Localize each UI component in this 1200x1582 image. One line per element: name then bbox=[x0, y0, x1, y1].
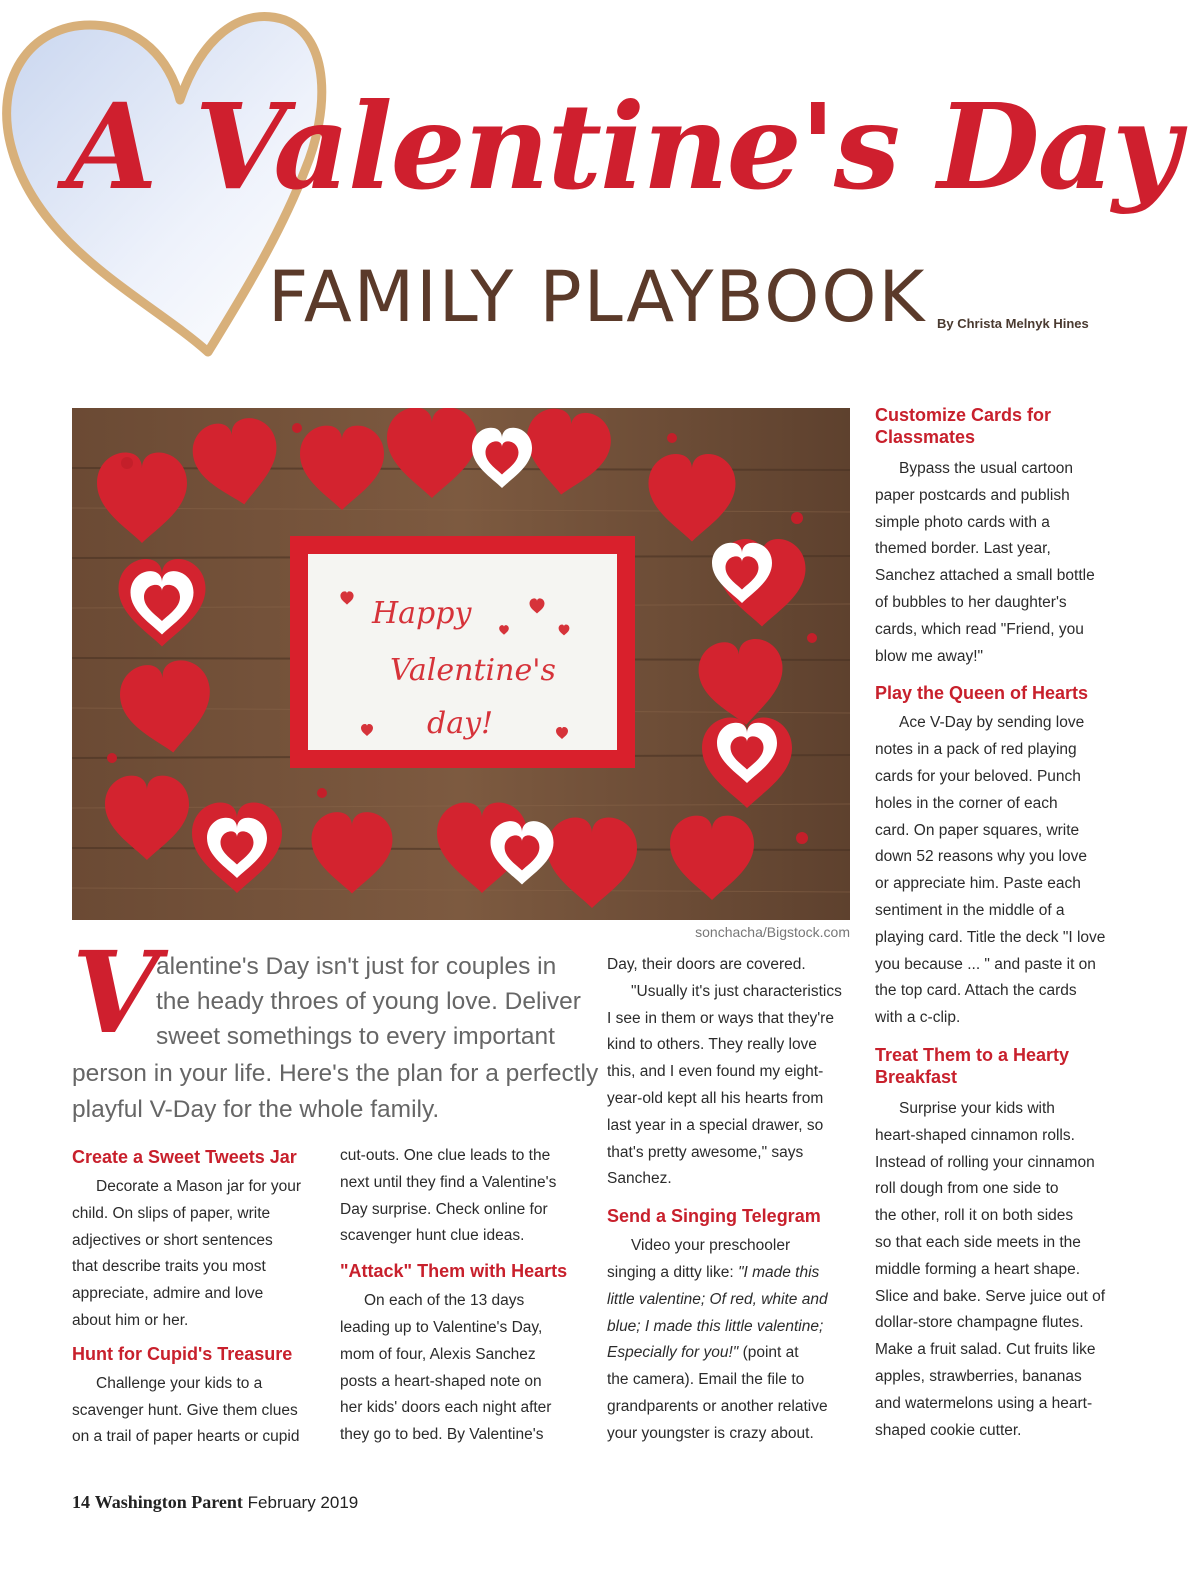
body-line: Surprise your kids with bbox=[899, 1099, 1055, 1117]
drop-cap: V bbox=[72, 928, 159, 1059]
card-text-happy: Happy bbox=[372, 596, 472, 631]
body-line: that describe traits you most bbox=[72, 1258, 266, 1276]
body-line: appreciate, admire and love bbox=[72, 1285, 264, 1303]
article-subtitle: FAMILY PLAYBOOK bbox=[268, 256, 927, 338]
body-line: sentiment in the middle of a bbox=[875, 901, 1065, 919]
body-line: heart-shaped cinnamon rolls. bbox=[875, 1126, 1075, 1144]
heading-queen-of-hearts: Play the Queen of Hearts bbox=[875, 683, 1089, 704]
card-text-valentines: Valentine's bbox=[390, 653, 556, 688]
body-line: her kids' doors each night after bbox=[340, 1399, 552, 1417]
body-line: paper postcards and publish bbox=[875, 486, 1070, 504]
body-line: little valentine; Of red, white and bbox=[607, 1290, 828, 1308]
issue-date: February 2019 bbox=[247, 1493, 359, 1512]
body-line: down 52 reasons why you love bbox=[875, 848, 1087, 866]
heading-hearty-breakfast: Treat Them to a Hearty Breakfast bbox=[875, 1044, 1070, 1087]
body-line: "Usually it's just characteristics bbox=[631, 982, 842, 1000]
body-line: posts a heart-shaped note on bbox=[340, 1372, 542, 1390]
body-line: or appreciate him. Paste each bbox=[875, 875, 1081, 893]
body-line: about him or her. bbox=[72, 1311, 189, 1329]
body-line: Video your preschooler bbox=[631, 1237, 791, 1255]
body-line: this, and I even found my eight- bbox=[607, 1063, 824, 1081]
publication-name: Washington Parent bbox=[94, 1492, 243, 1512]
body-line: cards, which read "Friend, you bbox=[875, 620, 1084, 638]
body-line: card. On paper squares, write bbox=[875, 821, 1080, 839]
column-3 bbox=[607, 952, 862, 1448]
body-line: scavenger hunt. Give them clues bbox=[72, 1401, 298, 1419]
heading-singing-telegram: Send a Singing Telegram bbox=[607, 1206, 821, 1227]
body-line: dollar-store champagne flutes. bbox=[875, 1314, 1084, 1332]
body-line: cards for your beloved. Punch bbox=[875, 767, 1081, 785]
body-line: so that each side meets in the bbox=[875, 1233, 1081, 1251]
body-line: Ace V-Day by sending love bbox=[899, 714, 1085, 732]
intro-line: playful V-Day for the whole family. bbox=[72, 1096, 440, 1123]
body-line: the camera). Email the file to bbox=[607, 1371, 805, 1389]
body-line: Sanchez attached a small bottle bbox=[875, 567, 1095, 585]
body-line: middle forming a heart shape. bbox=[875, 1260, 1081, 1278]
heading-sweet-tweets-jar: Create a Sweet Tweets Jar bbox=[72, 1147, 297, 1167]
body-line: singing a ditty like: "I made this bbox=[607, 1263, 820, 1281]
body-line: the top card. Attach the cards bbox=[875, 982, 1077, 1000]
intro-line: person in your life. Here's the plan for a perfectly bbox=[72, 1060, 599, 1087]
column-1 bbox=[72, 1146, 327, 1451]
body-line: Especially for you!" (point at bbox=[607, 1344, 799, 1362]
body-line: next until they find a Valentine's bbox=[340, 1173, 557, 1191]
byline: By Christa Melnyk Hines bbox=[937, 316, 1089, 331]
body-line: playing card. Title the deck "I love bbox=[875, 928, 1106, 946]
intro-line: sweet somethings to every important bbox=[156, 1023, 555, 1050]
photo-illustration bbox=[72, 408, 850, 920]
body-line: and watermelons using a heart- bbox=[875, 1394, 1093, 1412]
body-line: holes in the corner of each bbox=[875, 794, 1058, 812]
body-line: Make a fruit salad. Cut fruits like bbox=[875, 1341, 1096, 1359]
body-line: I see in them or ways that they're bbox=[607, 1009, 834, 1027]
body-line: you because ... " and paste it on bbox=[875, 955, 1096, 973]
body-line: adjectives or short sentences bbox=[72, 1231, 273, 1249]
article-title: A Valentine's Day bbox=[66, 77, 1179, 216]
heading-attack-hearts: "Attack" Them with Hearts bbox=[340, 1261, 568, 1282]
body-line: that's pretty awesome," says bbox=[607, 1143, 804, 1161]
body-line: Instead of rolling your cinnamon bbox=[875, 1153, 1095, 1171]
body-line: notes in a pack of red playing bbox=[875, 741, 1077, 759]
page-footer bbox=[72, 1492, 358, 1513]
body-line: apples, strawberries, bananas bbox=[875, 1367, 1082, 1385]
body-line: kind to others. They really love bbox=[607, 1036, 817, 1054]
body-line: simple photo cards with a bbox=[875, 513, 1050, 531]
body-line: Challenge your kids to a bbox=[96, 1374, 263, 1392]
valentine-photo bbox=[72, 408, 850, 920]
body-line: the other, roll it on both sides bbox=[875, 1207, 1074, 1225]
card-text-day: day! bbox=[427, 706, 494, 741]
intro-line: the heady throes of young love. Deliver bbox=[156, 988, 581, 1015]
body-line: shaped cookie cutter. bbox=[875, 1421, 1022, 1439]
body-line: your youngster is crazy about. bbox=[607, 1424, 814, 1442]
body-line: Decorate a Mason jar for your bbox=[96, 1178, 302, 1195]
body-line: Bypass the usual cartoon bbox=[899, 460, 1074, 477]
body-line: Day, their doors are covered. bbox=[607, 956, 806, 973]
body-line: Sanchez. bbox=[607, 1170, 672, 1188]
body-line: themed border. Last year, bbox=[875, 540, 1051, 558]
body-line: grandparents or another relative bbox=[607, 1397, 828, 1415]
body-line: cut-outs. One clue leads to the bbox=[340, 1147, 551, 1164]
body-line: with a c-clip. bbox=[875, 1009, 961, 1027]
intro-line: alentine's Day isn't just for couples in bbox=[156, 953, 557, 980]
body-line: leading up to Valentine's Day, bbox=[340, 1318, 543, 1336]
body-line: roll dough from one side to bbox=[875, 1180, 1059, 1198]
photo-credit: sonchacha/Bigstock.com bbox=[695, 924, 850, 940]
heading-cupids-treasure: Hunt for Cupid's Treasure bbox=[72, 1343, 293, 1364]
body-line: blow me away!" bbox=[875, 647, 984, 665]
body-line: On each of the 13 days bbox=[364, 1292, 525, 1310]
body-line: scavenger hunt clue ideas. bbox=[340, 1227, 525, 1245]
body-line: on a trail of paper hearts or cupid bbox=[72, 1428, 300, 1446]
body-line: Day surprise. Check online for bbox=[340, 1200, 548, 1218]
body-line: of bubbles to her daughter's bbox=[875, 593, 1067, 611]
body-line: they go to bed. By Valentine's bbox=[340, 1426, 544, 1444]
body-line: Slice and bake. Serve juice out of bbox=[875, 1287, 1106, 1305]
heading-customize-cards: Customize Cards for Classmates bbox=[875, 405, 1052, 447]
body-line: blue; I made this little valentine; bbox=[607, 1317, 824, 1335]
column-4 bbox=[875, 404, 1125, 1444]
body-line: year-old kept all his hearts from bbox=[607, 1089, 824, 1107]
body-line: mom of four, Alexis Sanchez bbox=[340, 1345, 536, 1363]
body-line: child. On slips of paper, write bbox=[72, 1204, 271, 1222]
page-number: 14 bbox=[72, 1492, 90, 1512]
column-2 bbox=[340, 1143, 595, 1449]
body-line: last year in a special drawer, so bbox=[607, 1116, 824, 1134]
